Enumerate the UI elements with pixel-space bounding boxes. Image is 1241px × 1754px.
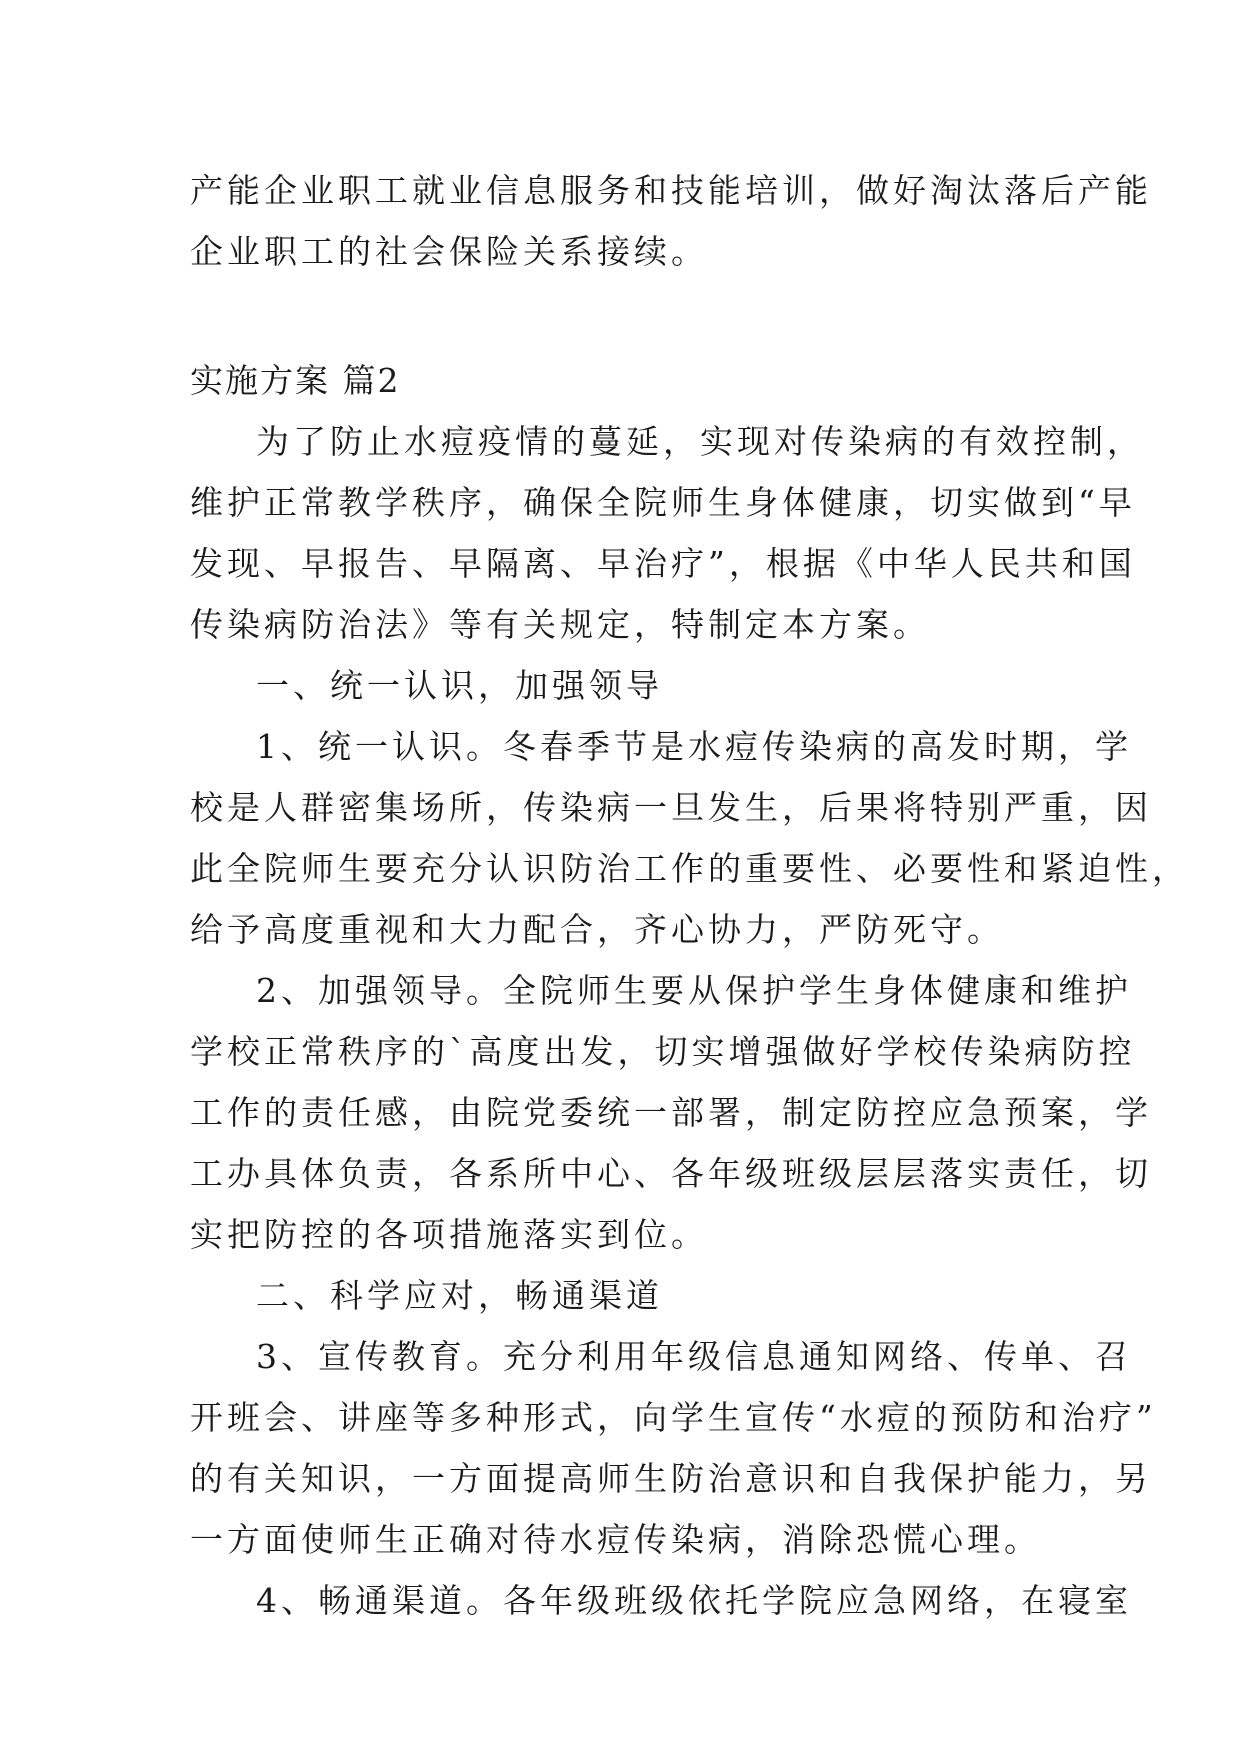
text-line: 1、统一认识。冬春季节是水痘传染病的高发时期，学 (256, 727, 1132, 766)
text-line: 给予高度重视和大力配合，齐心协力，严防死守。 (190, 910, 1004, 949)
text-line: 发现、早报告、早隔离、早治疗”，根据《中华人民共和国 (190, 544, 1136, 583)
text-line: 工办具体负责，各系所中心、各年级班级层层落实责任，切 (190, 1154, 1152, 1193)
text-line: 此全院师生要充分认识防治工作的重要性、必要性和紧迫性， (190, 849, 1189, 888)
paragraph (190, 960, 1152, 1265)
section-heading (190, 655, 1050, 716)
section-heading (190, 1265, 1050, 1326)
text-line: 3、宣传教育。充分利用年级信息通知网络、传单、召 (256, 1337, 1132, 1376)
text-line: 工作的责任感，由院党委统一部署，制定防控应急预案，学 (190, 1093, 1152, 1132)
paragraph (190, 1326, 1157, 1570)
text-line: 实把防控的各项措施落实到位。 (190, 1215, 708, 1254)
text-line: 为了防止水痘疫情的蔓延，实现对传染病的有效控制， (256, 422, 1144, 461)
text-line: 的有关知识，一方面提高师生防治意识和自我保护能力，另 (190, 1459, 1152, 1498)
text-line: 产能企业职工就业信息服务和技能培训，做好淘汰落后产能 (190, 171, 1152, 210)
section-title: 实施方案 篇2 (190, 361, 401, 400)
text-line: 4、畅通渠道。各年级班级依托学院应急网络，在寝室 (256, 1581, 1132, 1620)
text-line: 2、加强领导。全院师生要从保护学生身体健康和维护 (256, 971, 1132, 1010)
text-line: 二、科学应对，畅通渠道 (256, 1276, 663, 1315)
intro-paragraph (190, 160, 1152, 282)
text-line: 企业职工的社会保险关系接续。 (190, 232, 708, 271)
text-line: 传染病防治法》等有关规定，特制定本方案。 (190, 605, 930, 644)
paragraph (190, 411, 1144, 655)
text-line: 一方面使师生正确对待水痘传染病，消除恐慌心理。 (190, 1520, 1041, 1559)
text-line: 校是人群密集场所，传染病一旦发生，后果将特别严重，因 (190, 788, 1152, 827)
paragraph (190, 1570, 1132, 1631)
section-spacer (190, 282, 1050, 350)
text-line: 学校正常秩序的`高度出发，切实增强做好学校传染病防控 (190, 1032, 1136, 1071)
text-line: 开班会、讲座等多种形式，向学生宣传“水痘的预防和治疗” (190, 1398, 1157, 1437)
document-page (190, 160, 1189, 1631)
text-line: 维护正常教学秩序，确保全院师生身体健康，切实做到“早 (190, 483, 1136, 522)
text-line: 一、统一认识，加强领导 (256, 666, 663, 705)
paragraph (190, 716, 1189, 960)
